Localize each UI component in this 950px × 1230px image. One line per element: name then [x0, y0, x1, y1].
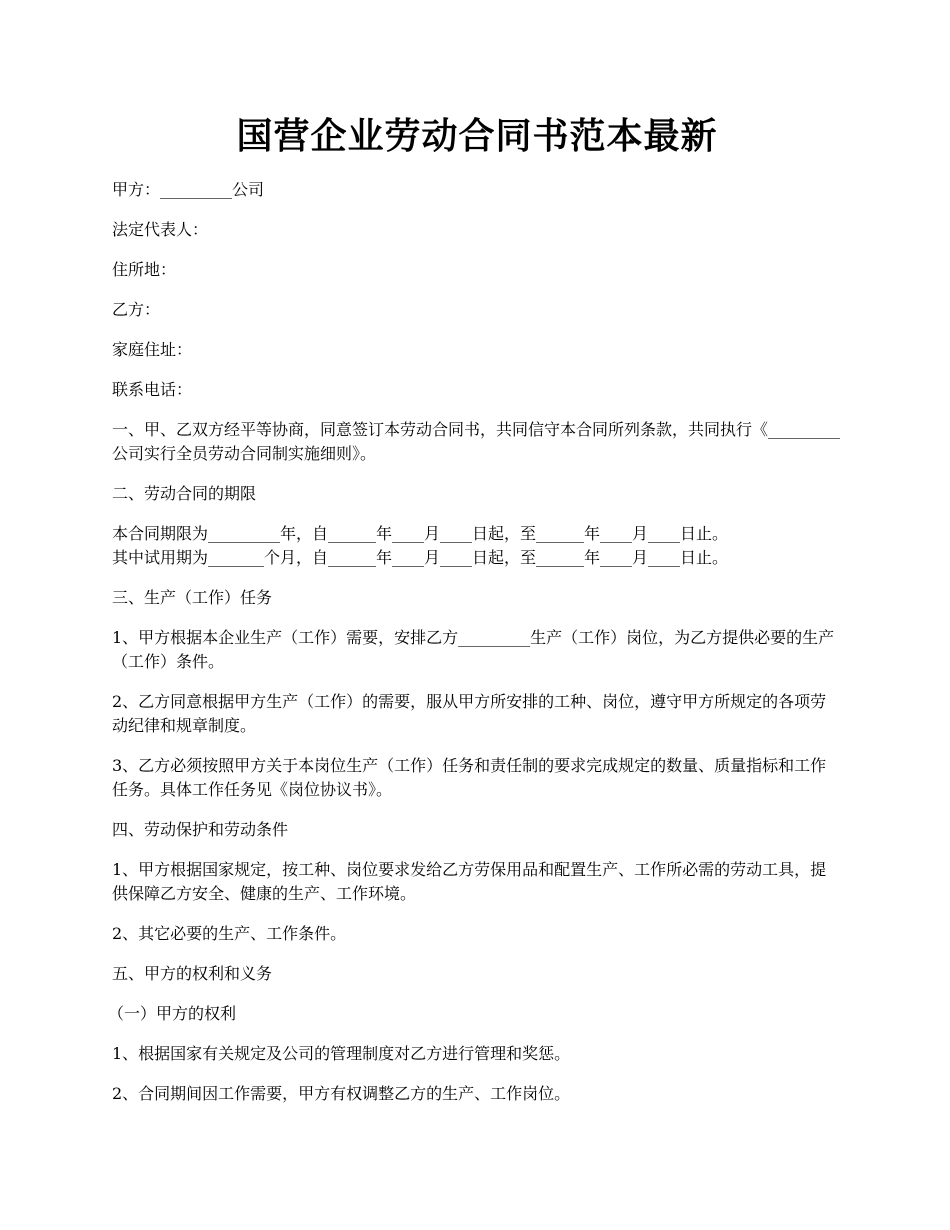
- task-item-1: 1、甲方根据本企业生产（工作）需要，安排乙方_________生产（工作）岗位，为乙方提供必要的生产（工作）条件。: [112, 628, 835, 671]
- task-item-3: 3、乙方必须按照甲方关于本岗位生产（工作）任务和责任制的要求完成规定的数量、质量指标和工作任务。具体工作任务见《岗位协议书》。: [112, 756, 827, 799]
- probation-term-line: 其中试用期为_______个月，自______年____月____日起，至______年____月____日止。: [112, 548, 729, 567]
- right-item-1: 1、根据国家有关规定及公司的管理制度对乙方进行管理和奖惩。: [112, 1044, 571, 1063]
- section-3-heading: 三、生产（工作）任务: [112, 588, 273, 607]
- protection-item-2: 2、其它必要的生产、工作条件。: [112, 924, 347, 943]
- protection-item-1: 1、甲方根据国家规定，按工种、岗位要求发给乙方劳保用品和配置生产、工作所必需的劳动工具，提供保障乙方安全、健康的生产、工作环境。: [112, 860, 827, 903]
- home-address-line: 家庭住址：: [112, 340, 193, 359]
- party-b-line: 乙方：: [112, 300, 161, 319]
- clause-1-paragraph: 一、甲、乙双方经平等协商，同意签订本劳动合同书，共同信守本合同所列条款，共同执行《_________公司实行全员劳动合同制实施细则》。: [112, 420, 841, 463]
- section-5-heading: 五、甲方的权利和义务: [112, 964, 273, 983]
- address-line: 住所地：: [112, 260, 177, 279]
- document-page: [108, 108, 842, 1122]
- subsection-5-1-heading: （一）甲方的权利: [108, 1004, 237, 1023]
- legal-representative-line: 法定代表人：: [112, 220, 209, 239]
- contract-term-line: 本合同期限为_________年，自______年____月____日起，至______年____月____日止。: [112, 524, 729, 543]
- right-item-2: 2、合同期间因工作需要，甲方有权调整乙方的生产、工作岗位。: [112, 1084, 571, 1103]
- phone-line: 联系电话：: [112, 380, 193, 399]
- section-4-heading: 四、劳动保护和劳动条件: [112, 820, 289, 839]
- party-a-line: 甲方：_________公司: [112, 180, 265, 199]
- section-2-heading: 二、劳动合同的期限: [112, 484, 257, 503]
- task-item-2: 2、乙方同意根据甲方生产（工作）的需要，服从甲方所安排的工种、岗位，遵守甲方所规定的各项劳动纪律和规章制度。: [112, 692, 827, 735]
- document-title: 国营企业劳动合同书范本最新: [236, 115, 718, 157]
